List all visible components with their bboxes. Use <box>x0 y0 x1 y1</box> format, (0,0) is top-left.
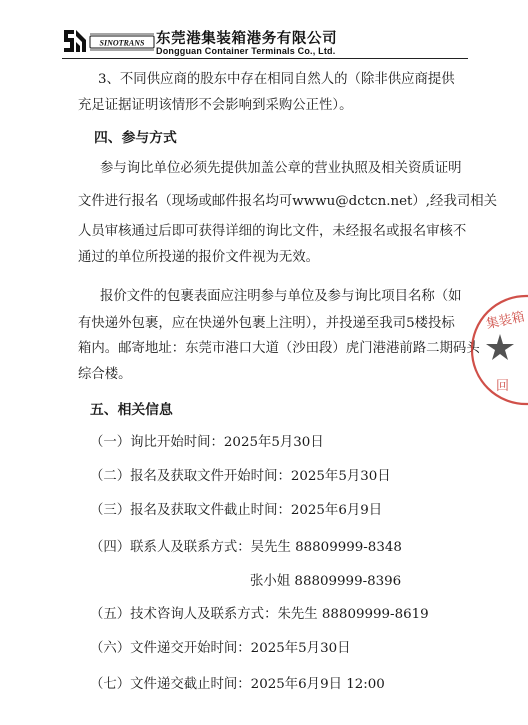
item3-line1: 3、不同供应商的股东中存在相同自然人的（除非供应商提供 <box>98 72 455 87</box>
info-item-3: （三）报名及获取文件截止时间：2025年6月9日 <box>90 503 383 518</box>
company-logo <box>62 26 158 56</box>
section4-para1-line2: 文件进行报名（现场或邮件报名均可wwwu@dctcn.net）,经我司相关 <box>78 194 498 209</box>
official-seal <box>468 294 528 406</box>
info-item-5: （五）技术咨询人及联系方式：朱先生 88809999-8619 <box>90 607 429 622</box>
section4-para1-line1: 参与询比单位必须先提供加盖公章的营业执照及相关资质证明 <box>100 161 462 176</box>
info-item-2: （二）报名及获取文件开始时间：2025年5月30日 <box>90 469 391 484</box>
section4-para1-line3: 人员审核通过后即可获得详细的询比文件，未经报名或报名审核不 <box>78 224 467 239</box>
info-item-1: （一）询比开始时间：2025年5月30日 <box>90 435 324 450</box>
section4-heading: 四、参与方式 <box>94 130 177 146</box>
company-name-en: Dongguan Container Terminals Co., Ltd. <box>156 46 336 56</box>
seal-star-icon <box>486 334 514 360</box>
info-item-7: （七）文件递交截止时间：2025年6月9日 12:00 <box>90 677 385 692</box>
item3-line2: 充足证据证明该情形不会影响到采购公正性）。 <box>78 98 353 113</box>
section4-para2-line4: 综合楼。 <box>78 367 132 382</box>
company-name-cn: 东莞港集装箱港务有限公司 <box>156 31 338 47</box>
info-item-4: （四）联系人及联系方式：吴先生 88809999-8348 <box>90 540 402 555</box>
info-item-6: （六）文件递交开始时间：2025年5月30日 <box>90 641 351 656</box>
section4-para1-line4: 通过的单位所投递的报价文件视为无效。 <box>78 250 320 265</box>
section4-para2-line2: 有快递外包裹，应在快递外包裹上注明），并投递至我司5楼投标 <box>78 316 455 331</box>
section5-heading: 五、相关信息 <box>90 402 173 418</box>
section4-para2-line1: 报价文件的包裹表面应注明参与单位及参与询比项目名称（如 <box>100 289 462 304</box>
seal-text-top: 集装箱 <box>484 309 527 333</box>
seal-text-bottom: 回 <box>496 379 510 394</box>
logo-text: SINOTRANS <box>99 38 145 48</box>
section4-para2-line3: 箱内。邮寄地址：东莞市港口大道（沙田段）虎门港港前路二期码头 <box>78 341 480 356</box>
header-divider <box>62 58 468 59</box>
info-item-4-second-contact: 张小姐 88809999-8396 <box>250 574 402 589</box>
